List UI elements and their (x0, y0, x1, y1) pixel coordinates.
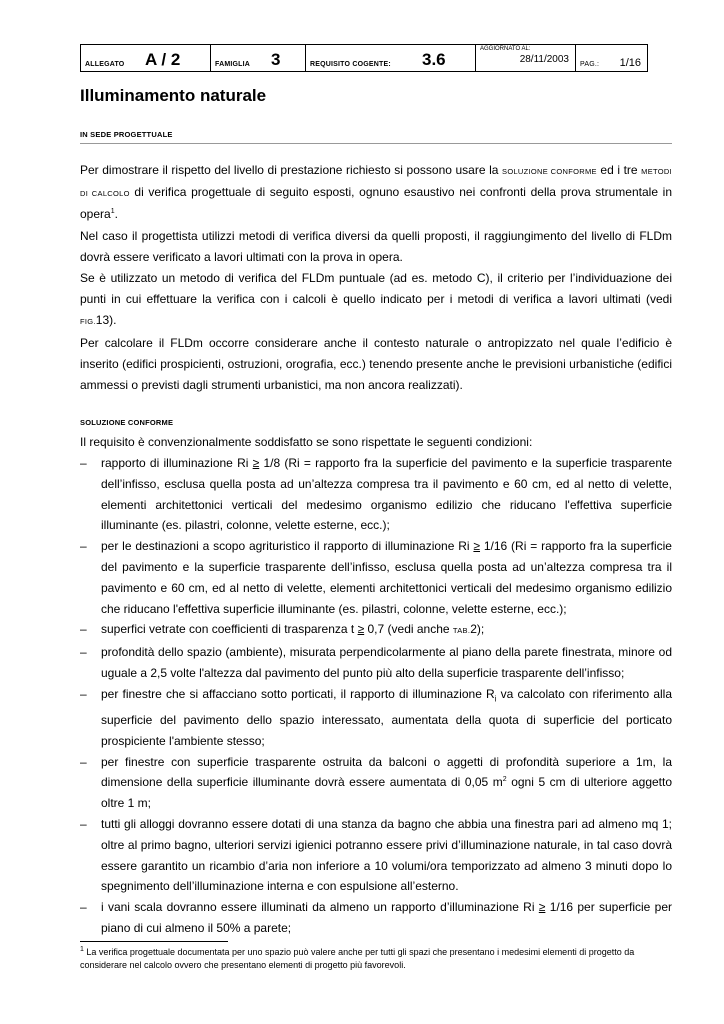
list-item (80, 897, 672, 939)
aggiornato-date: 28/11/2003 (519, 54, 569, 65)
list-item (80, 752, 672, 814)
text-run: va calcolato con riferimento alla superficie del pavimento dello spazio interessato, aumentata della quota di superficie del porticato prospiciente l'ambiente stesso; (101, 686, 672, 748)
requisito-value: 3.6 (422, 50, 446, 69)
aggiornato-label: AGGIORNATO AL: (480, 46, 531, 52)
list-item (80, 619, 672, 642)
footnote-ref: 1 (110, 208, 115, 216)
section-body-progettuale (80, 160, 672, 396)
footnote-text: La verifica progettuale documentata per uno spazio può valere anche per tutti gli spazi che presentano i medesimi elementi di progetto da considerare nel calcolo ovvero che presentano elementi di progetto più favorevoli. (80, 947, 635, 970)
small-caps-term: SOLUZIONE CONFORME (502, 167, 597, 176)
list-item: – profondità dello spazio (ambiente), misurata perpendicolarmente al piano della parete finestrata, minore od uguale a 2,5 volte l'altezza dal pavimento del punto più alto della superficie trasparente dell’infisso; (80, 642, 672, 684)
paragraph-3 (80, 268, 672, 333)
requisito-cell (306, 45, 476, 71)
small-caps-term: METODI DI CALCOLO (80, 167, 673, 199)
list-item (80, 453, 672, 536)
text-run: 0,7 (vedi anche (364, 622, 453, 637)
text-run: superfici vetrate con coefficienti di trasparenza t (101, 622, 358, 637)
allegato-label: ALLEGATO (85, 61, 125, 68)
text-run: Per dimostrare il rispetto del livello di prestazione richiesto si possono usare la (80, 163, 503, 177)
paragraph-2: Nel caso il progettista utilizzi metodi di verifica diversi da quelli proposti, il raggiungimento del livello di FLDm dovrà essere verificato a lavori ultimati con la prova in opera. (80, 228, 672, 264)
text-run: rapporto di illuminazione Ri (101, 456, 253, 470)
text-run: per finestre con superficie trasparente ostruita da balconi o aggetti di profondità superiore a 1m, la dimensione della superficie illuminante dovrà essere aumentata di 0,05 m (101, 754, 672, 790)
small-caps-term: TAB. (452, 626, 471, 636)
text-run: 1/16 per superficie per piano di cui almeno il 50% a parete; (101, 900, 672, 935)
text-run: ed i tre (596, 163, 642, 177)
list-item (80, 536, 672, 619)
text-run: di verifica progettuale di seguito esposti, ognuno esaustivo nei confronti della prova strumentale in opera (80, 185, 672, 222)
list-item (80, 684, 672, 752)
section-heading-soluzione: SOLUZIONE CONFORME (80, 418, 174, 427)
ge-symbol: ≥ (538, 900, 546, 915)
pag-label: PAG.: (580, 61, 600, 68)
ge-symbol: ≥ (357, 622, 365, 637)
requisito-label: REQUISITO COGENTE: (310, 61, 391, 68)
superscript: 2 (502, 776, 507, 784)
famiglia-label: FAMIGLIA (215, 61, 251, 68)
text-run: 13). (95, 313, 117, 328)
conditions-list (80, 453, 672, 939)
ge-symbol: ≥ (252, 456, 260, 470)
text-run: i vani scala dovranno essere illuminati da almeno un rapporto d’illuminazione Ri (101, 900, 539, 915)
text-run: ogni 5 cm di ulteriore aggetto oltre 1 m; (101, 775, 673, 811)
small-caps-term: FIG. (80, 317, 96, 327)
section-heading-progettuale: IN SEDE PROGETTUALE (80, 130, 173, 139)
subscript: i (494, 694, 497, 704)
famiglia-cell (211, 45, 306, 71)
pag-value: 1/16 (619, 57, 641, 69)
allegato-value: A / 2 (145, 50, 181, 69)
text-run: . (114, 207, 118, 222)
aggiornato-cell (476, 45, 576, 71)
footnote-number: 1 (80, 946, 84, 953)
footnote-divider (80, 941, 228, 942)
text-run: Se è utilizzato un metodo di verifica del FLDm puntuale (ad es. metodo C), il criterio per l’individuazione dei punti in cui effettuare la verifica con i calcoli è quello indicato per i metodi di verifica a lavori ultimati (vedi (80, 271, 672, 307)
soluzione-intro: Il requisito è convenzionalmente soddisfatto se sono rispettate le seguenti condizioni: (80, 435, 533, 449)
text-run: 1/8 (Ri = rapporto fra la superficie del pavimento e la superficie trasparente dell’infisso, esclusa quella posta ad un’altezza compresa tra il pavimento e 60 cm, ed al netto di velette, elementi architettonici verticali del medesimo organismo edilizio che riducano l'effettiva superficie illuminante (es. pilastri, colonne, velette esterne, ecc.); (101, 456, 672, 533)
allegato-cell (81, 45, 211, 71)
page-title: Illuminamento naturale (80, 86, 267, 105)
text-run: per finestre che si affacciano sotto porticati, il rapporto di illuminazione R (101, 686, 495, 701)
text-run: per le destinazioni a scopo agrituristico il rapporto di illuminazione Ri (101, 539, 474, 554)
text-run: 2); (470, 622, 485, 637)
section-divider (80, 143, 672, 144)
footnote (80, 946, 672, 972)
document-header (80, 44, 648, 72)
famiglia-value: 3 (271, 50, 281, 69)
paragraph-1 (80, 160, 672, 226)
list-item: – tutti gli alloggi dovranno essere dotati di una stanza da bagno che abbia una finestra pari ad almeno mq 1; oltre al primo bagno, ulteriori servizi igienici potranno essere privi d’illuminazione naturale, in tal caso dovrà essere garantito un ricambio d’aria non inferiore a 10 volumi/ora temporizzato ad almeno 3 minuti dopo lo spegnimento dell’illuminazione interna e con espulsione all’esterno. (80, 814, 672, 897)
text-run: 1/16 (Ri = rapporto fra la superficie del pavimento e la superficie trasparente dell’infisso, esclusa quella posta ad un’altezza compresa tra il pavimento e 60 cm, ed al netto di velette, elementi architettonici verticali del medesimo organismo edilizio che riducano l'effettiva superficie illuminante (es. pilastri, colonne, velette esterne, ecc.); (101, 539, 672, 616)
pag-cell (576, 45, 647, 71)
ge-symbol: ≥ (473, 539, 481, 554)
paragraph-4: Per calcolare il FLDm occorre considerare anche il contesto naturale o antropizzato nel quale l’edificio è inserito (edifici prospicienti, ostruzioni, orografia, ecc.) tenendo presente anche le previsioni urbanistiche (edifici ammessi o previsti dagli strumenti urbanistici, ma non ancora realizzati). (80, 335, 672, 393)
